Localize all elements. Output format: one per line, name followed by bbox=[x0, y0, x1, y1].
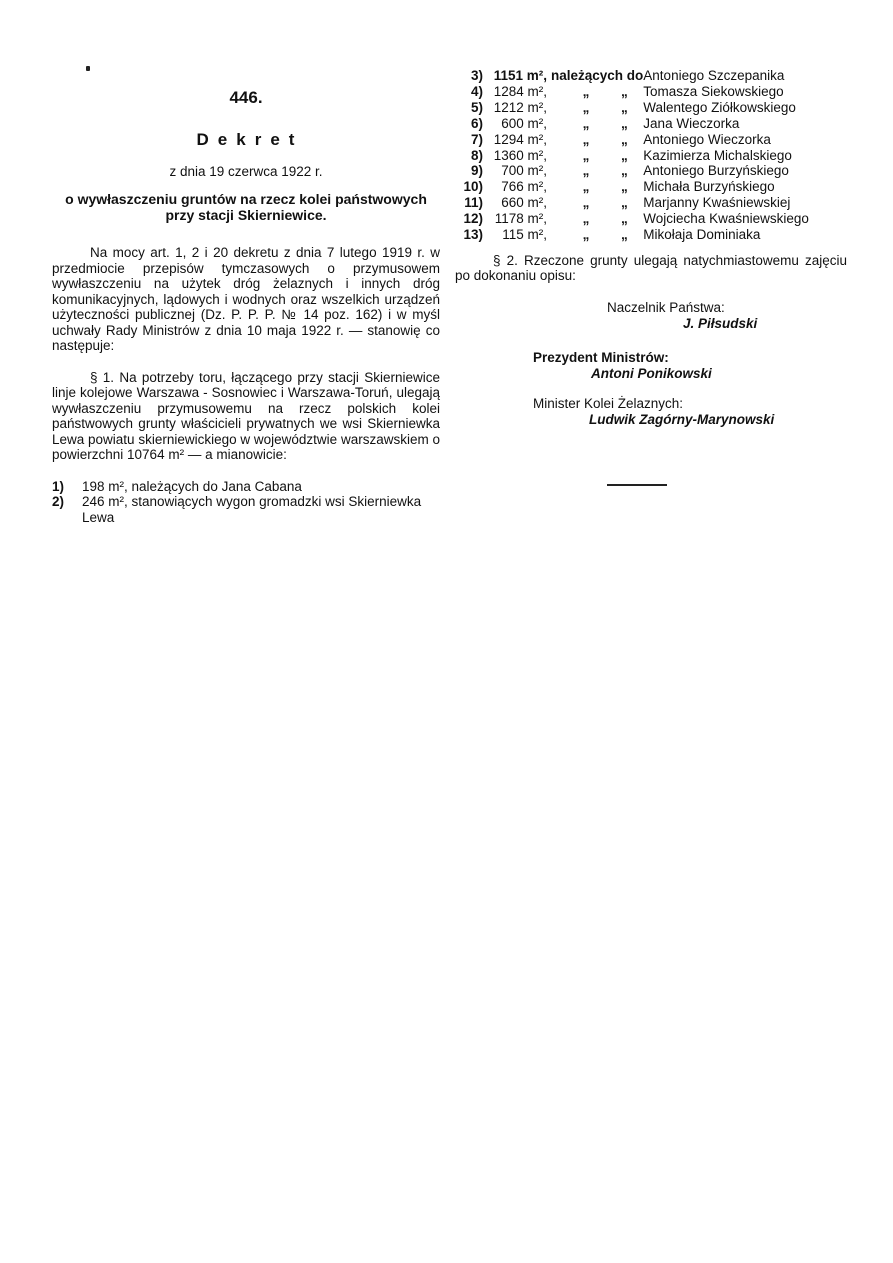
row-owner: Antoniego Wieczorka bbox=[643, 131, 771, 147]
row-owner: Mikołaja Dominiaka bbox=[643, 227, 761, 243]
ditto-mark: „ bbox=[621, 227, 628, 243]
row-number: 8) bbox=[470, 147, 483, 163]
row-owner: Walentego Ziółkowskiego bbox=[643, 99, 796, 115]
row-number: 11) bbox=[464, 195, 483, 211]
decree-date: z dnia 19 czerwca 1922 r. bbox=[169, 164, 323, 179]
row-number: 7) bbox=[470, 131, 483, 147]
list-item bbox=[52, 494, 440, 525]
prime-minister-title: Prezydent Ministrów: bbox=[533, 349, 669, 365]
ditto-mark: „ bbox=[621, 179, 628, 195]
row-area: 600 m², bbox=[501, 115, 547, 131]
row-area: 700 m², bbox=[501, 163, 547, 179]
row-owner: Jana Wieczorka bbox=[643, 115, 740, 131]
right-column bbox=[455, 68, 847, 428]
row-number: 3) bbox=[470, 68, 483, 83]
left-parcel-list bbox=[52, 479, 440, 526]
list-item-number: 1) bbox=[52, 478, 65, 494]
section-1-paragraph: § 1. Na potrzeby toru, łączącego przy stacji Skierniewice linje kolejowe Warszawa - Sosnowiec i Warszawa-Toruń, ulegają wywłaszczeniu przymusowemu na rzecz polskich kolei państwowych grunty właścicieli prywatnych we wsi Skierniewka Lewa powiatu skierniewickiego w województwie warszawskiem o powierzchni 10764 m² — a mianowicie: bbox=[52, 369, 440, 462]
row-area: 1294 m², bbox=[493, 131, 547, 147]
row-owner: Wojciecha Kwaśniewskiego bbox=[643, 211, 809, 227]
ditto-mark: „ bbox=[582, 115, 590, 131]
closing-rule bbox=[607, 484, 667, 486]
row-number: 5) bbox=[470, 99, 483, 115]
table-row bbox=[455, 163, 847, 179]
row-area: 1151 m², bbox=[493, 68, 547, 83]
row-owner: Marjanny Kwaśniewskiej bbox=[643, 195, 791, 211]
table-row bbox=[455, 211, 847, 227]
table-row bbox=[455, 84, 847, 100]
list-item-text: 246 m², stanowiących wygon gromadzki wsi Skierniewka Lewa bbox=[82, 494, 422, 525]
print-speck bbox=[86, 66, 90, 71]
row-owner: Antoniego Szczepanika bbox=[643, 68, 785, 83]
head-of-state-title: Naczelnik Państwa: bbox=[607, 299, 725, 315]
decree-title: Dekret bbox=[196, 130, 304, 149]
ditto-mark: „ bbox=[621, 115, 628, 131]
prime-minister-name: Antoni Ponikowski bbox=[591, 365, 712, 381]
signature-block bbox=[455, 300, 847, 428]
railways-minister-name: Ludwik Zagórny-Marynowski bbox=[589, 411, 775, 427]
table-row bbox=[455, 227, 847, 243]
railways-minister-title: Minister Kolei Żelaznych: bbox=[533, 395, 684, 411]
ditto-mark: „ bbox=[582, 163, 590, 179]
table-row bbox=[455, 195, 847, 211]
table-row bbox=[455, 68, 847, 84]
table-row bbox=[455, 132, 847, 148]
ditto-mark: „ bbox=[582, 195, 590, 211]
table-row bbox=[455, 100, 847, 116]
right-parcel-table bbox=[455, 68, 847, 243]
row-number: 4) bbox=[470, 83, 483, 99]
ditto-mark: „ bbox=[582, 179, 590, 195]
ditto-mark: „ bbox=[621, 211, 628, 227]
row-area: 115 m², bbox=[502, 227, 547, 243]
row-number: 6) bbox=[470, 115, 483, 131]
row-area: 1284 m², bbox=[493, 83, 547, 99]
row-area: 766 m², bbox=[501, 179, 547, 195]
ditto-mark: „ bbox=[582, 147, 590, 163]
row-owner: Michała Burzyńskiego bbox=[643, 179, 775, 195]
list-item bbox=[52, 479, 440, 495]
row-number: 12) bbox=[463, 211, 483, 227]
section-2-paragraph: § 2. Rzeczone grunty ulegają natychmiastowemu zajęciu po dokonaniu opisu: bbox=[455, 252, 847, 284]
row-area: 660 m², bbox=[501, 195, 547, 211]
table-row bbox=[455, 179, 847, 195]
row-number: 9) bbox=[470, 163, 483, 179]
ditto-mark: „ bbox=[621, 83, 628, 99]
row-number: 13) bbox=[463, 227, 483, 243]
ditto-mark: „ bbox=[621, 195, 628, 211]
row-owner: Kazimierza Michalskiego bbox=[643, 147, 792, 163]
head-of-state-name: J. Piłsudski bbox=[683, 315, 758, 331]
table-row bbox=[455, 148, 847, 164]
left-column bbox=[52, 88, 440, 525]
ditto-mark: „ bbox=[582, 99, 590, 115]
row-area: 1178 m², bbox=[494, 211, 547, 227]
decree-number: 446. bbox=[229, 88, 263, 107]
row-area: 1212 m², bbox=[493, 99, 547, 115]
list-item-number: 2) bbox=[52, 494, 65, 509]
decree-subject: o wywłaszczeniu gruntów na rzecz kolei państwowych przy stacji Skierniewice. bbox=[65, 191, 427, 223]
list-item-text: 198 m², należących do Jana Cabana bbox=[82, 478, 302, 494]
table-row bbox=[455, 116, 847, 132]
row-owner: Antoniego Burzyńskiego bbox=[643, 163, 789, 179]
ditto-mark: „ bbox=[621, 147, 628, 163]
ditto-mark: „ bbox=[582, 211, 590, 227]
preamble-paragraph: Na mocy art. 1, 2 i 20 dekretu z dnia 7 lutego 1919 r. w przedmiocie przepisów tymczasowych o przymusowem wywłaszczeniu na użytek dróg żelaznych i innych dróg komunikacyjnych, lądowych i wodnych oraz wszelkich urządzeń użyteczności publicznej (Dz. P. P. P. № 14 poz. 162) i w myśl uchwały Rady Ministrów z dnia 10 maja 1922 r. — stanowię co następuje: bbox=[52, 245, 440, 353]
ditto-mark: „ bbox=[621, 163, 628, 179]
row-word: należących do bbox=[551, 68, 644, 83]
ditto-mark: „ bbox=[582, 131, 590, 147]
ditto-mark: „ bbox=[582, 83, 590, 99]
row-number: 10) bbox=[463, 179, 483, 195]
ditto-mark: „ bbox=[621, 99, 628, 115]
ditto-mark: „ bbox=[621, 131, 628, 147]
row-area: 1360 m², bbox=[493, 147, 547, 163]
ditto-mark: „ bbox=[582, 227, 590, 243]
row-owner: Tomasza Siekowskiego bbox=[643, 83, 784, 99]
